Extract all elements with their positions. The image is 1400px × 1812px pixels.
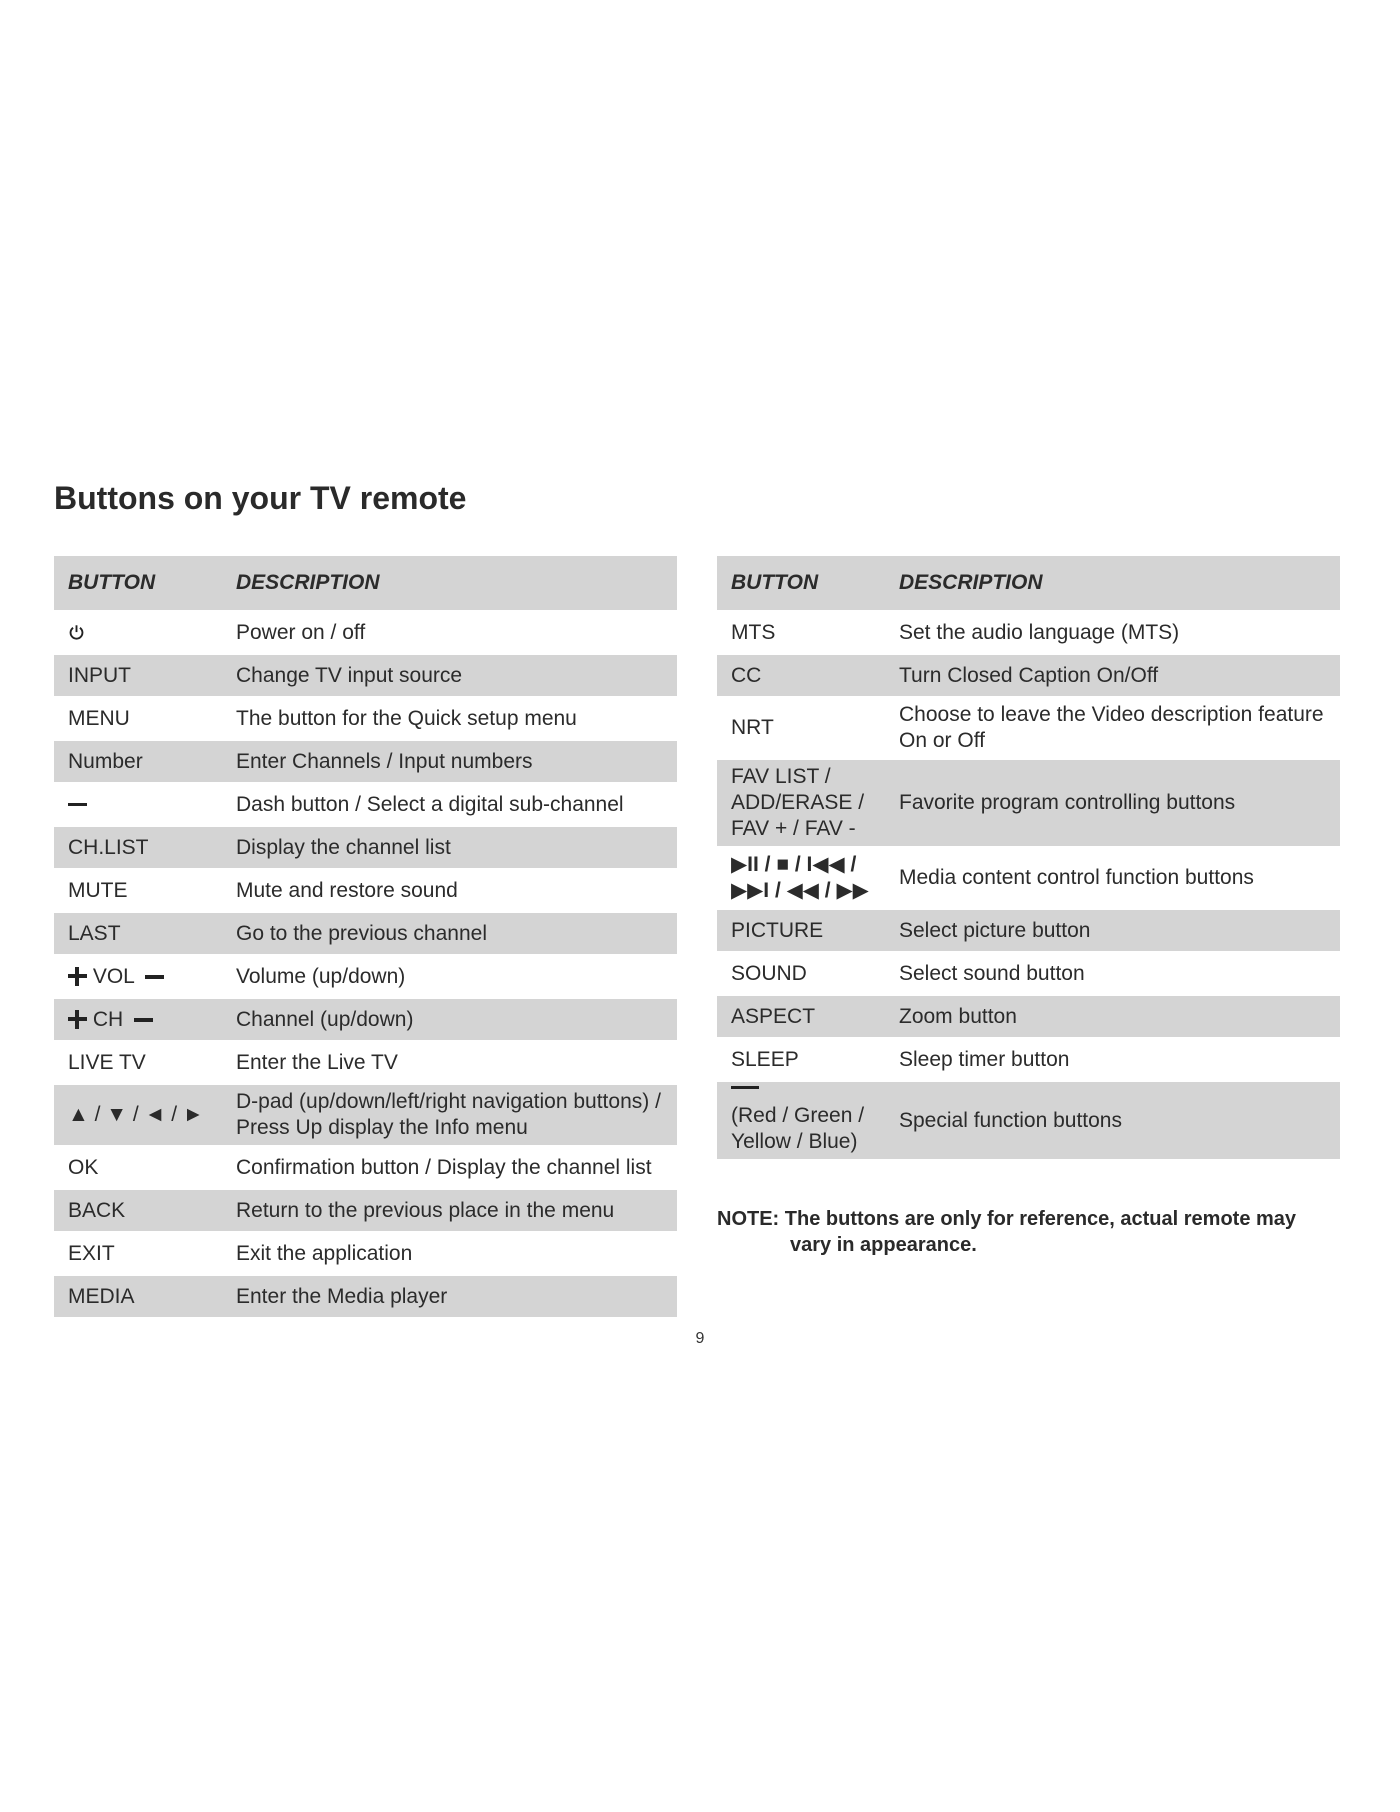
table-row (717, 1081, 1340, 1159)
table-row (54, 869, 677, 912)
button-cell: MUTE (54, 869, 222, 912)
description-cell: Choose to leave the Video description feature On or Off (885, 697, 1340, 759)
table-row (717, 1038, 1340, 1081)
header-button: BUTTON (717, 556, 885, 611)
table-row (54, 740, 677, 783)
color-buttons-label: (Red / Green / Yellow / Blue) (731, 1104, 865, 1153)
description-cell: Dash button / Select a digital sub-channel (222, 783, 677, 826)
description-cell: Change TV input source (222, 654, 677, 697)
table-row (54, 955, 677, 998)
button-cell: MTS (717, 611, 885, 654)
plus-icon (68, 1010, 87, 1029)
button-cell: CC (717, 654, 885, 697)
dash-icon (68, 803, 87, 806)
table-header (717, 556, 1340, 611)
button-cell: Number (54, 740, 222, 783)
description-cell: Select picture button (885, 909, 1340, 952)
table-row (717, 654, 1340, 697)
description-cell: Zoom button (885, 995, 1340, 1038)
vol-label: VOL (92, 964, 135, 988)
button-cell (54, 611, 222, 654)
table-row (717, 697, 1340, 759)
button-cell: BACK (54, 1189, 222, 1232)
table-row (717, 847, 1340, 909)
color-dash-icon (731, 1086, 759, 1089)
table-row (717, 611, 1340, 654)
description-cell: D-pad (up/down/left/right navigation buttons) / Press Up display the Info menu (222, 1084, 677, 1146)
button-cell (54, 998, 222, 1041)
button-cell: OK (54, 1146, 222, 1189)
description-cell: Exit the application (222, 1232, 677, 1275)
note-line-2: vary in appearance. (790, 1234, 977, 1256)
description-cell: Go to the previous channel (222, 912, 677, 955)
table-row (717, 759, 1340, 847)
right-button-table (717, 556, 1340, 1159)
button-cell: NRT (717, 697, 885, 759)
description-cell: Media content control function buttons (885, 847, 1340, 909)
description-cell: Enter Channels / Input numbers (222, 740, 677, 783)
button-cell: MENU (54, 697, 222, 740)
button-cell: INPUT (54, 654, 222, 697)
table-row (54, 783, 677, 826)
button-cell (717, 1081, 885, 1159)
description-cell: Return to the previous place in the menu (222, 1189, 677, 1232)
button-cell: LIVE TV (54, 1041, 222, 1084)
description-cell: Turn Closed Caption On/Off (885, 654, 1340, 697)
table-row (54, 611, 677, 654)
minus-icon (134, 1018, 153, 1022)
table-row (717, 952, 1340, 995)
button-cell: LAST (54, 912, 222, 955)
button-cell: FAV LIST / ADD/ERASE / FAV + / FAV - (717, 759, 885, 847)
plus-icon (68, 967, 87, 986)
reference-note (717, 1206, 1347, 1258)
dpad-arrows: ▲ / ▼ / ◄ / ► (54, 1084, 222, 1146)
table-row (717, 909, 1340, 952)
power-icon (68, 624, 85, 641)
page-number: 9 (695, 1330, 705, 1347)
page-title: Buttons on your TV remote (54, 480, 467, 516)
note-line-1: NOTE: The buttons are only for reference, actual remote may (717, 1208, 1297, 1230)
description-cell: Set the audio language (MTS) (885, 611, 1340, 654)
header-description: DESCRIPTION (222, 556, 677, 611)
button-cell: ASPECT (717, 995, 885, 1038)
description-cell: Power on / off (222, 611, 677, 654)
button-cell: MEDIA (54, 1275, 222, 1317)
description-cell: Mute and restore sound (222, 869, 677, 912)
left-button-table (54, 556, 677, 1317)
table-row (54, 697, 677, 740)
table-row (54, 1084, 677, 1146)
table-row (717, 995, 1340, 1038)
button-cell: SOUND (717, 952, 885, 995)
description-cell: Display the channel list (222, 826, 677, 869)
table-row (54, 1146, 677, 1189)
button-cell: EXIT (54, 1232, 222, 1275)
description-cell: Select sound button (885, 952, 1340, 995)
table-row (54, 1189, 677, 1232)
table-row (54, 1275, 677, 1317)
description-cell: Special function buttons (885, 1081, 1340, 1159)
table-row (54, 826, 677, 869)
table-row (54, 1041, 677, 1084)
header-description: DESCRIPTION (885, 556, 1340, 611)
minus-icon (145, 975, 164, 979)
description-cell: Favorite program controlling buttons (885, 759, 1340, 847)
ch-label: CH (92, 1007, 124, 1031)
button-cell: PICTURE (717, 909, 885, 952)
button-cell: SLEEP (717, 1038, 885, 1081)
table-header (54, 556, 677, 611)
table-row (54, 998, 677, 1041)
media-control-icons: ▶II / ■ / I◀◀ / ▶▶I / ◀◀ / ▶▶ (717, 847, 885, 909)
description-cell: Confirmation button / Display the channel list (222, 1146, 677, 1189)
description-cell: Channel (up/down) (222, 998, 677, 1041)
description-cell: The button for the Quick setup menu (222, 697, 677, 740)
description-cell: Sleep timer button (885, 1038, 1340, 1081)
table-row (54, 654, 677, 697)
button-cell: CH.LIST (54, 826, 222, 869)
description-cell: Volume (up/down) (222, 955, 677, 998)
table-row (54, 1232, 677, 1275)
header-button: BUTTON (54, 556, 222, 611)
table-row (54, 912, 677, 955)
description-cell: Enter the Live TV (222, 1041, 677, 1084)
description-cell: Enter the Media player (222, 1275, 677, 1317)
button-cell (54, 955, 222, 998)
button-cell (54, 783, 222, 826)
